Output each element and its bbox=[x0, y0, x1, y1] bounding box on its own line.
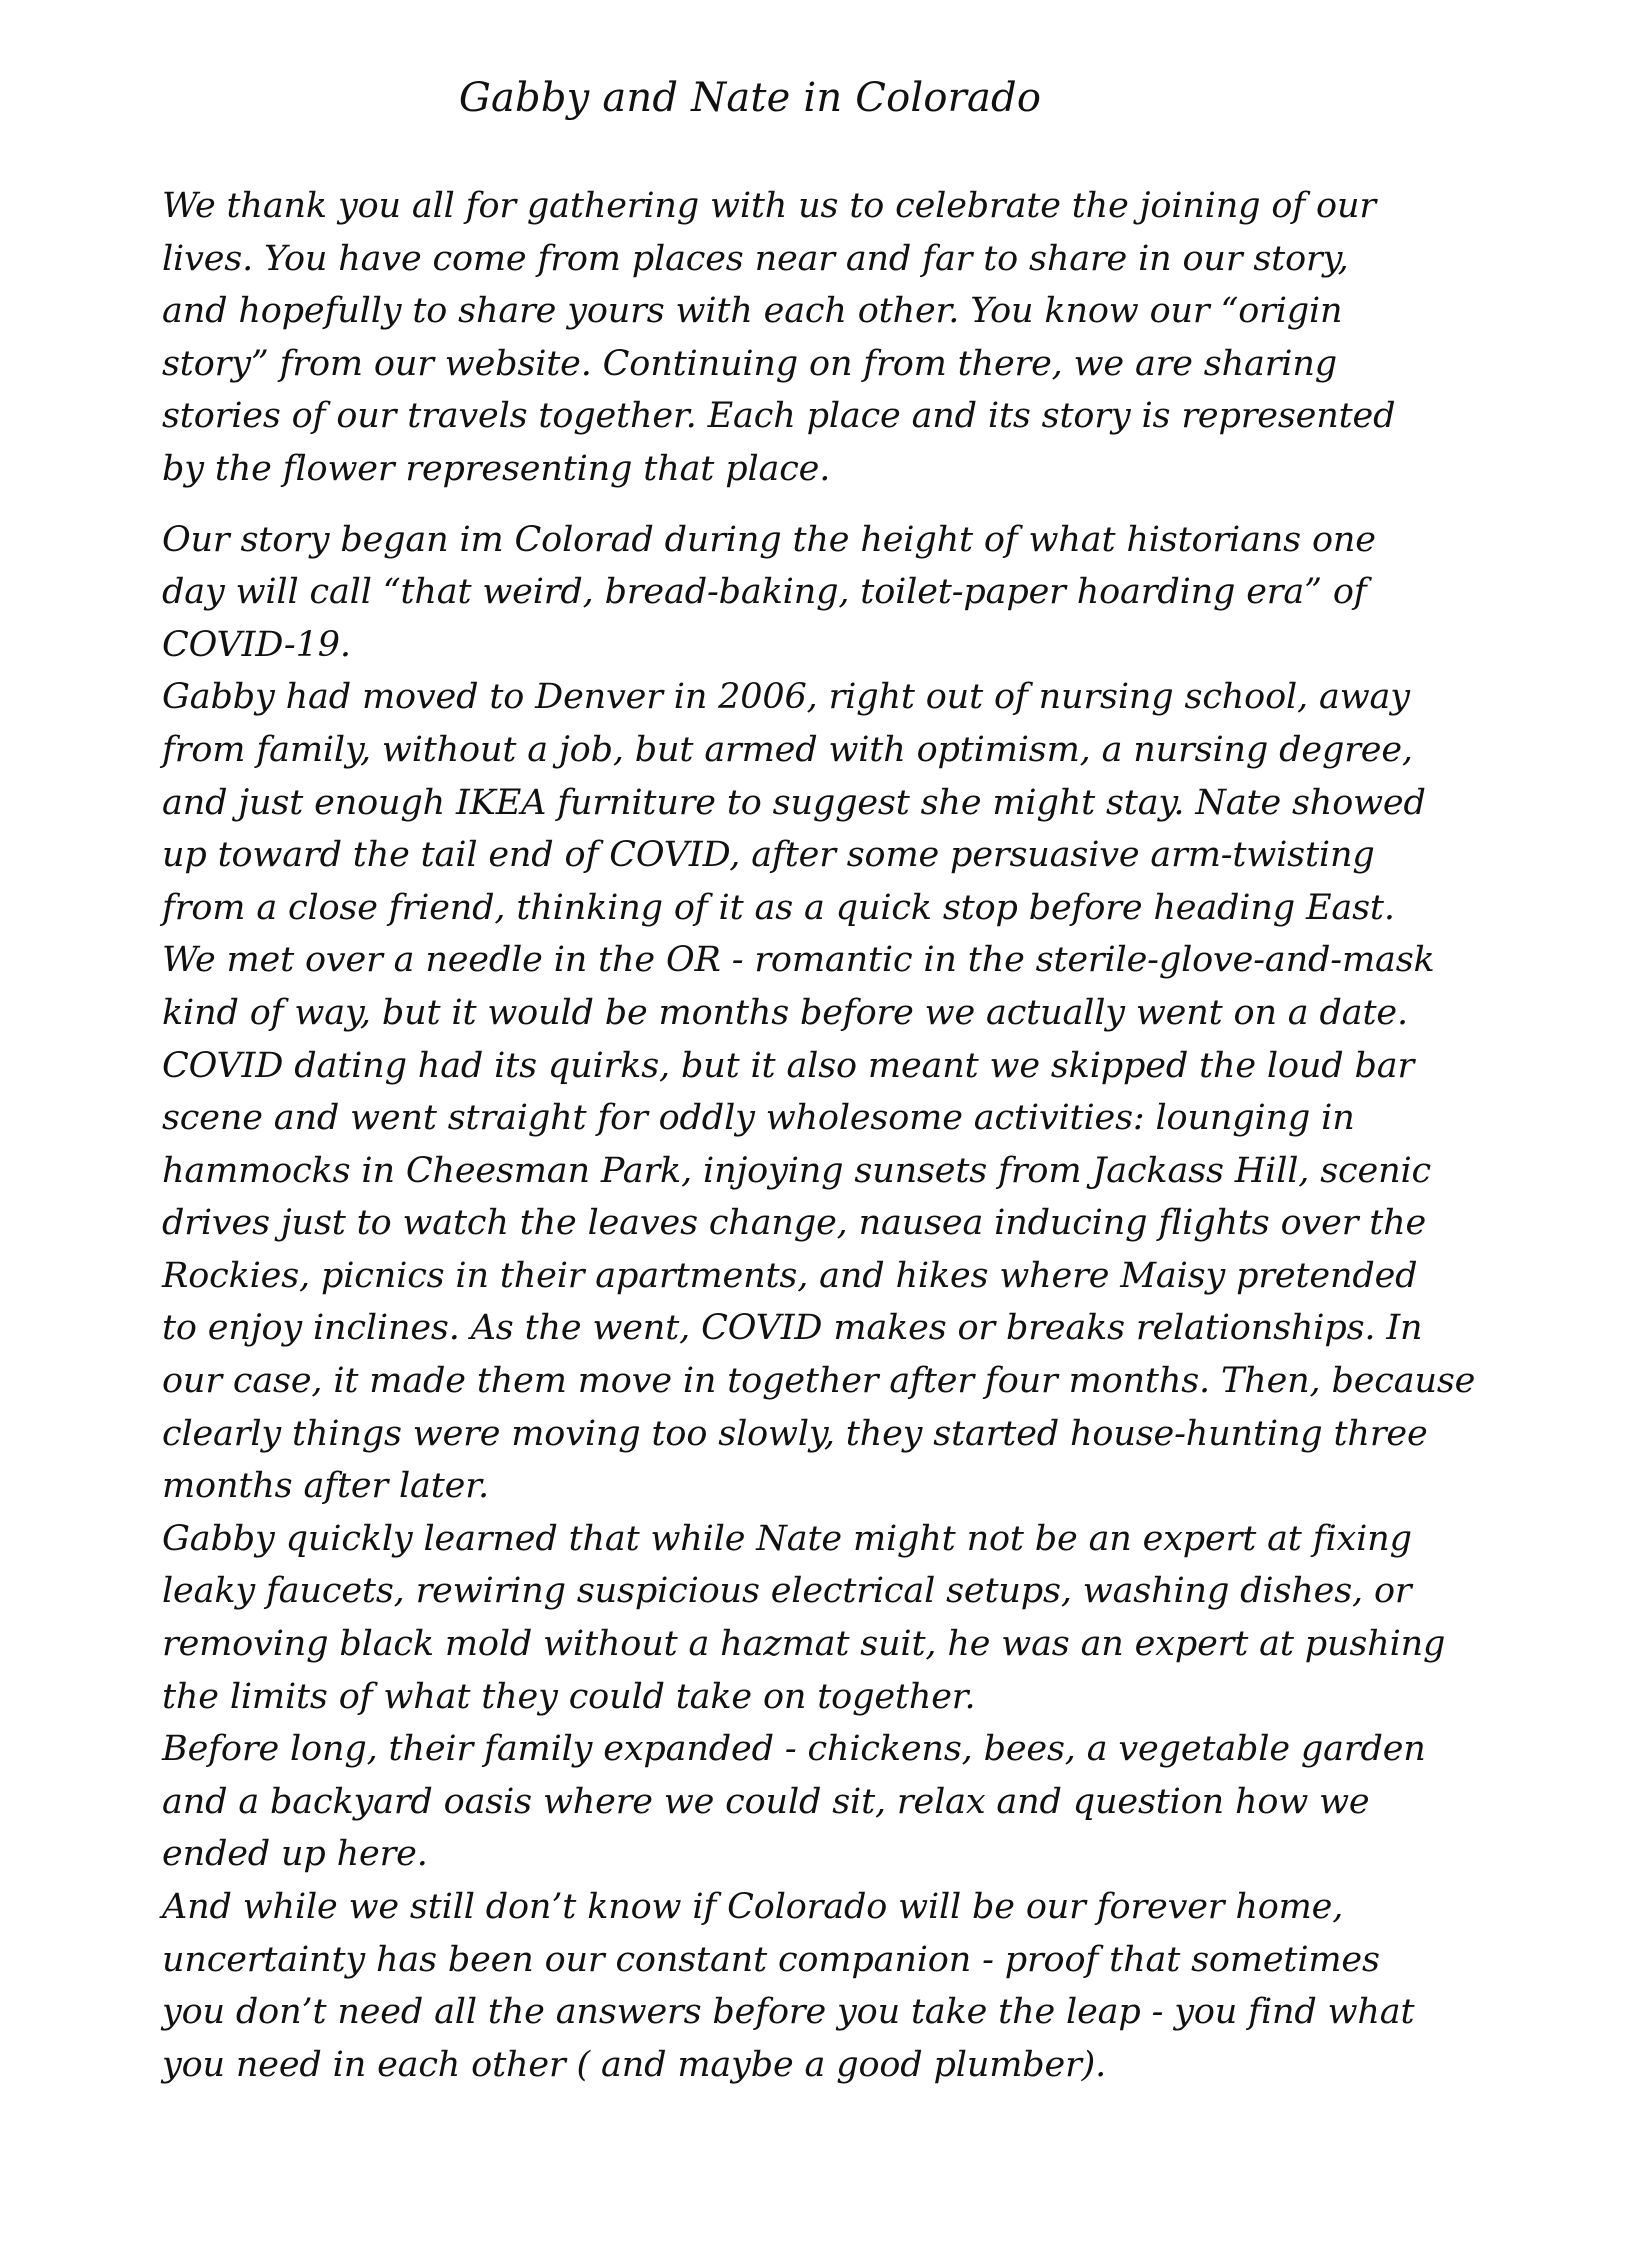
text-line: Our story began im Colorad during the height of what historians one bbox=[162, 519, 1376, 560]
text-line: uncertainty has been our constant companion - proof that sometimes bbox=[162, 1939, 1380, 1980]
text-line: kind of way, but it would be months before we actually went on a date. bbox=[162, 992, 1408, 1033]
text-line: COVID dating had its quirks, but it also meant we skipped the loud bar bbox=[162, 1045, 1415, 1086]
paragraph-welcome bbox=[162, 180, 1502, 496]
text-line: Before long, their family expanded - chickens, bees, a vegetable garden bbox=[162, 1729, 1426, 1770]
text-line: removing black mold without a hazmat suit, he was an expert at pushing bbox=[162, 1624, 1446, 1665]
text-line: Gabby quickly learned that while Nate might not be an expert at fixing bbox=[162, 1518, 1412, 1559]
text-line: scene and went straight for oddly wholesome activities: lounging in bbox=[162, 1098, 1355, 1139]
text-line: And while we still don’t know if Colorado will be our forever home, bbox=[162, 1887, 1344, 1927]
text-line: clearly things were moving too slowly, they started house-hunting three bbox=[162, 1413, 1428, 1454]
text-line: leaky faucets, rewiring suspicious electrical setups, washing dishes, or bbox=[162, 1571, 1412, 1612]
text-line: story” from our website. Continuing on from there, we are sharing bbox=[162, 343, 1337, 384]
text-line: the limits of what they could take on together. bbox=[162, 1676, 976, 1717]
text-line: our case, it made them move in together after four months. Then, because bbox=[162, 1361, 1476, 1402]
text-line: lives. You have come from places near and far to share in our story, bbox=[162, 238, 1349, 279]
text-line: and a backyard oasis where we could sit, relax and question how we bbox=[162, 1781, 1370, 1822]
text-line: up toward the tail end of COVID, after some persuasive arm-twisting bbox=[162, 835, 1375, 876]
text-line: Gabby had moved to Denver in 2006, right out of nursing school, away bbox=[162, 677, 1410, 718]
text-line: Rockies, picnics in their apartments, and hikes where Maisy pretended bbox=[162, 1255, 1418, 1296]
text-line: and hopefully to share yours with each other. You know our “origin bbox=[162, 291, 1343, 332]
text-line: from a close friend, thinking of it as a quick stop before heading East. bbox=[162, 887, 1395, 928]
text-line: to enjoy inclines. As the went, COVID makes or breaks relationships. In bbox=[162, 1308, 1423, 1349]
text-line: We thank you all for gathering with us to celebrate the joining of our bbox=[162, 186, 1376, 226]
paragraph-nate-expert bbox=[162, 1513, 1502, 1723]
paragraph-forever-home bbox=[162, 1881, 1502, 2091]
text-line: and just enough IKEA furniture to suggest she might stay. Nate showed bbox=[162, 782, 1426, 823]
text-line: from family, without a job, but armed with optimism, a nursing degree, bbox=[162, 729, 1413, 770]
paragraph-family-expanded bbox=[162, 1723, 1502, 1881]
text-line: ended up here. bbox=[162, 1834, 428, 1875]
text-line: hammocks in Cheesman Park, injoying sunsets from Jackass Hill, scenic bbox=[162, 1150, 1431, 1191]
text-line: by the flower representing that place. bbox=[162, 448, 831, 489]
text-line: drives just to watch the leaves change, nausea inducing flights over the bbox=[162, 1203, 1427, 1244]
text-line: COVID-19. bbox=[162, 624, 351, 665]
text-line: months after later. bbox=[162, 1466, 489, 1507]
paragraph-denver bbox=[162, 671, 1502, 1513]
text-line: stories of our travels together. Each place and its story is represented bbox=[162, 396, 1396, 437]
text-line: you need in each other ( and maybe a good plumber). bbox=[162, 2044, 1107, 2085]
document-title: Gabby and Nate in Colorado bbox=[458, 75, 1042, 121]
text-line: We met over a needle in the OR - romantic in the sterile-glove-and-mask bbox=[162, 940, 1435, 981]
document-body bbox=[162, 180, 1502, 2091]
paragraph-story-began bbox=[162, 514, 1502, 672]
text-line: you don’t need all the answers before you take the leap - you find what bbox=[162, 1992, 1415, 2033]
text-line: day will call “that weird, bread-baking, toilet-paper hoarding era” of bbox=[162, 572, 1367, 613]
